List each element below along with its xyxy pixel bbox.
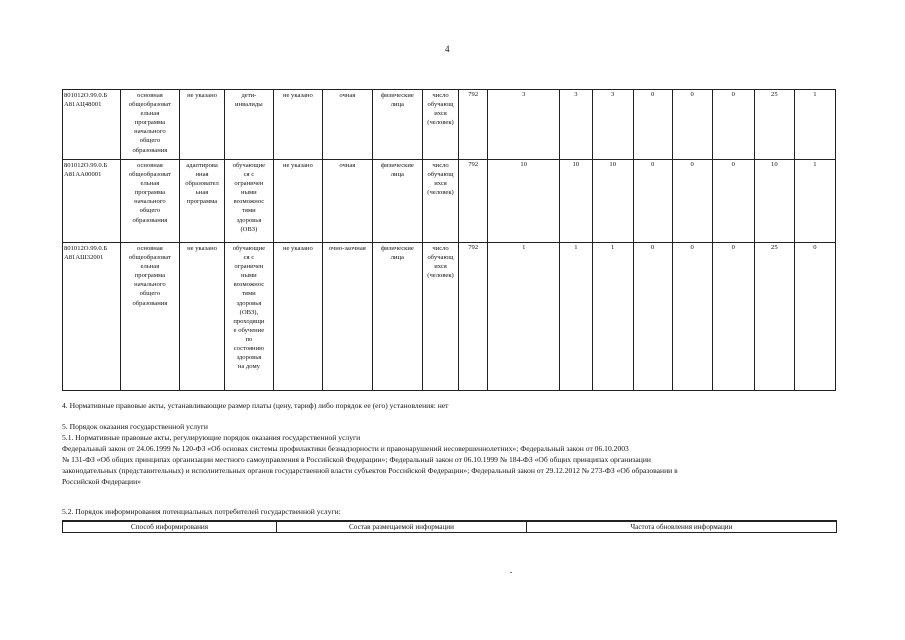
cell-value-1: 3 <box>488 90 560 160</box>
section-5-1-line-4: Российской Федерации» <box>62 477 141 486</box>
cell-value-3: 10 <box>592 160 633 243</box>
information-table-header <box>63 521 837 533</box>
cell-content-2: не указано <box>179 90 224 160</box>
cell-value-6: 0 <box>712 90 754 160</box>
cell-content-1: основная общеобразоват ельная программа начального общего образования <box>120 90 179 160</box>
cell-registry-code: 801012О.99.0.Б А81АЦ48001 <box>63 90 121 160</box>
page-number: 4 <box>445 44 450 54</box>
section-5-title: 5. Порядок оказания государственной услуги <box>62 422 208 431</box>
cell-content-2: адаптирова нная образовател ьная программа <box>179 160 224 243</box>
table-row <box>63 160 836 243</box>
table-row <box>63 243 836 391</box>
cell-content-1: основная общеобразоват ельная программа начального общего образования <box>120 160 179 243</box>
section-5-1-title: 5.1. Нормативные правовые акты, регулирующие порядок оказания государственной услуги <box>62 433 361 442</box>
cell-value-2: 1 <box>560 243 593 391</box>
cell-value-4: 0 <box>633 243 672 391</box>
cell-registry-code: 801012О.99.0.Б А81АШ32001 <box>63 243 121 391</box>
section-5-1-line-2: № 131-ФЗ «Об общих принципах организации местного самоуправления в Российской Федерации»; Федеральный закон от 06.10.1999 № 184-ФЗ «Об общих принципах организации <box>62 455 651 464</box>
cell-content-1: основная общеобразоват ельная программа начального общего образования <box>120 243 179 391</box>
cell-indicator: число обучающ ихся (человек) <box>423 160 459 243</box>
section-4-text: 4. Нормативные правовые акты, устанавливающие размер платы (цену, тариф) либо порядок ее (его) установления: нет <box>62 401 449 410</box>
cell-value-8: 1 <box>794 160 835 243</box>
cell-value-3: 1 <box>592 243 633 391</box>
cell-value-5: 0 <box>672 90 712 160</box>
cell-okei-code: 792 <box>458 243 487 391</box>
service-volume-table <box>62 89 836 391</box>
section-5-1-line-1: Федеральный закон от 24.06.1999 № 120-ФЗ «Об основах системы профилактики безнадзорности и правонарушений несовершеннолетних»; Федеральный закон от 06.10.2003 <box>62 444 629 453</box>
cell-content-3: обучающие ся с ограничен ными возможнос тями здоровья (ОВЗ), проходящи е обучение по состоянию здоровья на дому <box>225 243 273 391</box>
cell-value-5: 0 <box>672 243 712 391</box>
cell-value-7: 25 <box>754 243 794 391</box>
cell-content-2: не указано <box>179 243 224 391</box>
cell-content-3: дети- инвалиды <box>225 90 273 160</box>
cell-indicator: число обучающ ихся (человек) <box>423 243 459 391</box>
cell-value-4: 0 <box>633 90 672 160</box>
cell-condition-2: очно-заочная <box>323 243 372 391</box>
cell-value-3: 3 <box>592 90 633 160</box>
section-5 <box>62 421 832 487</box>
scan-artifact <box>510 572 512 573</box>
info-col-content: Состав размещаемой информации <box>277 521 527 533</box>
cell-value-6: 0 <box>712 243 754 391</box>
cell-value-7: 25 <box>754 90 794 160</box>
cell-indicator: число обучающ ихся (человек) <box>423 90 459 160</box>
cell-category: физические лица <box>372 243 423 391</box>
cell-category: физические лица <box>372 90 423 160</box>
cell-value-1: 1 <box>488 243 560 391</box>
section-5-2-title: 5.2. Порядок информирования потенциальных потребителей государственной услуги: <box>62 507 341 516</box>
cell-condition-1: не указано <box>273 243 322 391</box>
cell-value-1: 10 <box>488 160 560 243</box>
cell-condition-1: не указано <box>273 160 322 243</box>
cell-registry-code: 801012О.99.0.Б А81АА00001 <box>63 160 121 243</box>
cell-condition-2: очная <box>323 90 372 160</box>
cell-value-5: 0 <box>672 160 712 243</box>
cell-okei-code: 792 <box>458 160 487 243</box>
table-row <box>63 90 836 160</box>
information-table <box>62 520 837 533</box>
cell-value-8: 0 <box>794 243 835 391</box>
cell-condition-1: не указано <box>273 90 322 160</box>
cell-condition-2: очная <box>323 160 372 243</box>
cell-value-2: 10 <box>560 160 593 243</box>
cell-value-8: 1 <box>794 90 835 160</box>
info-col-frequency: Частота обновления информации <box>527 521 837 533</box>
cell-value-4: 0 <box>633 160 672 243</box>
cell-content-3: обучающие ся с ограничен ными возможнос тями здоровья (ОВЗ) <box>225 160 273 243</box>
cell-value-7: 10 <box>754 160 794 243</box>
cell-value-2: 3 <box>560 90 593 160</box>
info-col-method: Способ информирования <box>63 521 277 533</box>
cell-category: физические лица <box>372 160 423 243</box>
section-5-1-line-3: законодательных (представительных) и исполнительных органов государственной власти субъектов Российской Федерации»; Федеральный закон от 29.12.2012 № 273-ФЗ «Об образовании в <box>62 466 678 475</box>
cell-value-6: 0 <box>712 160 754 243</box>
cell-okei-code: 792 <box>458 90 487 160</box>
